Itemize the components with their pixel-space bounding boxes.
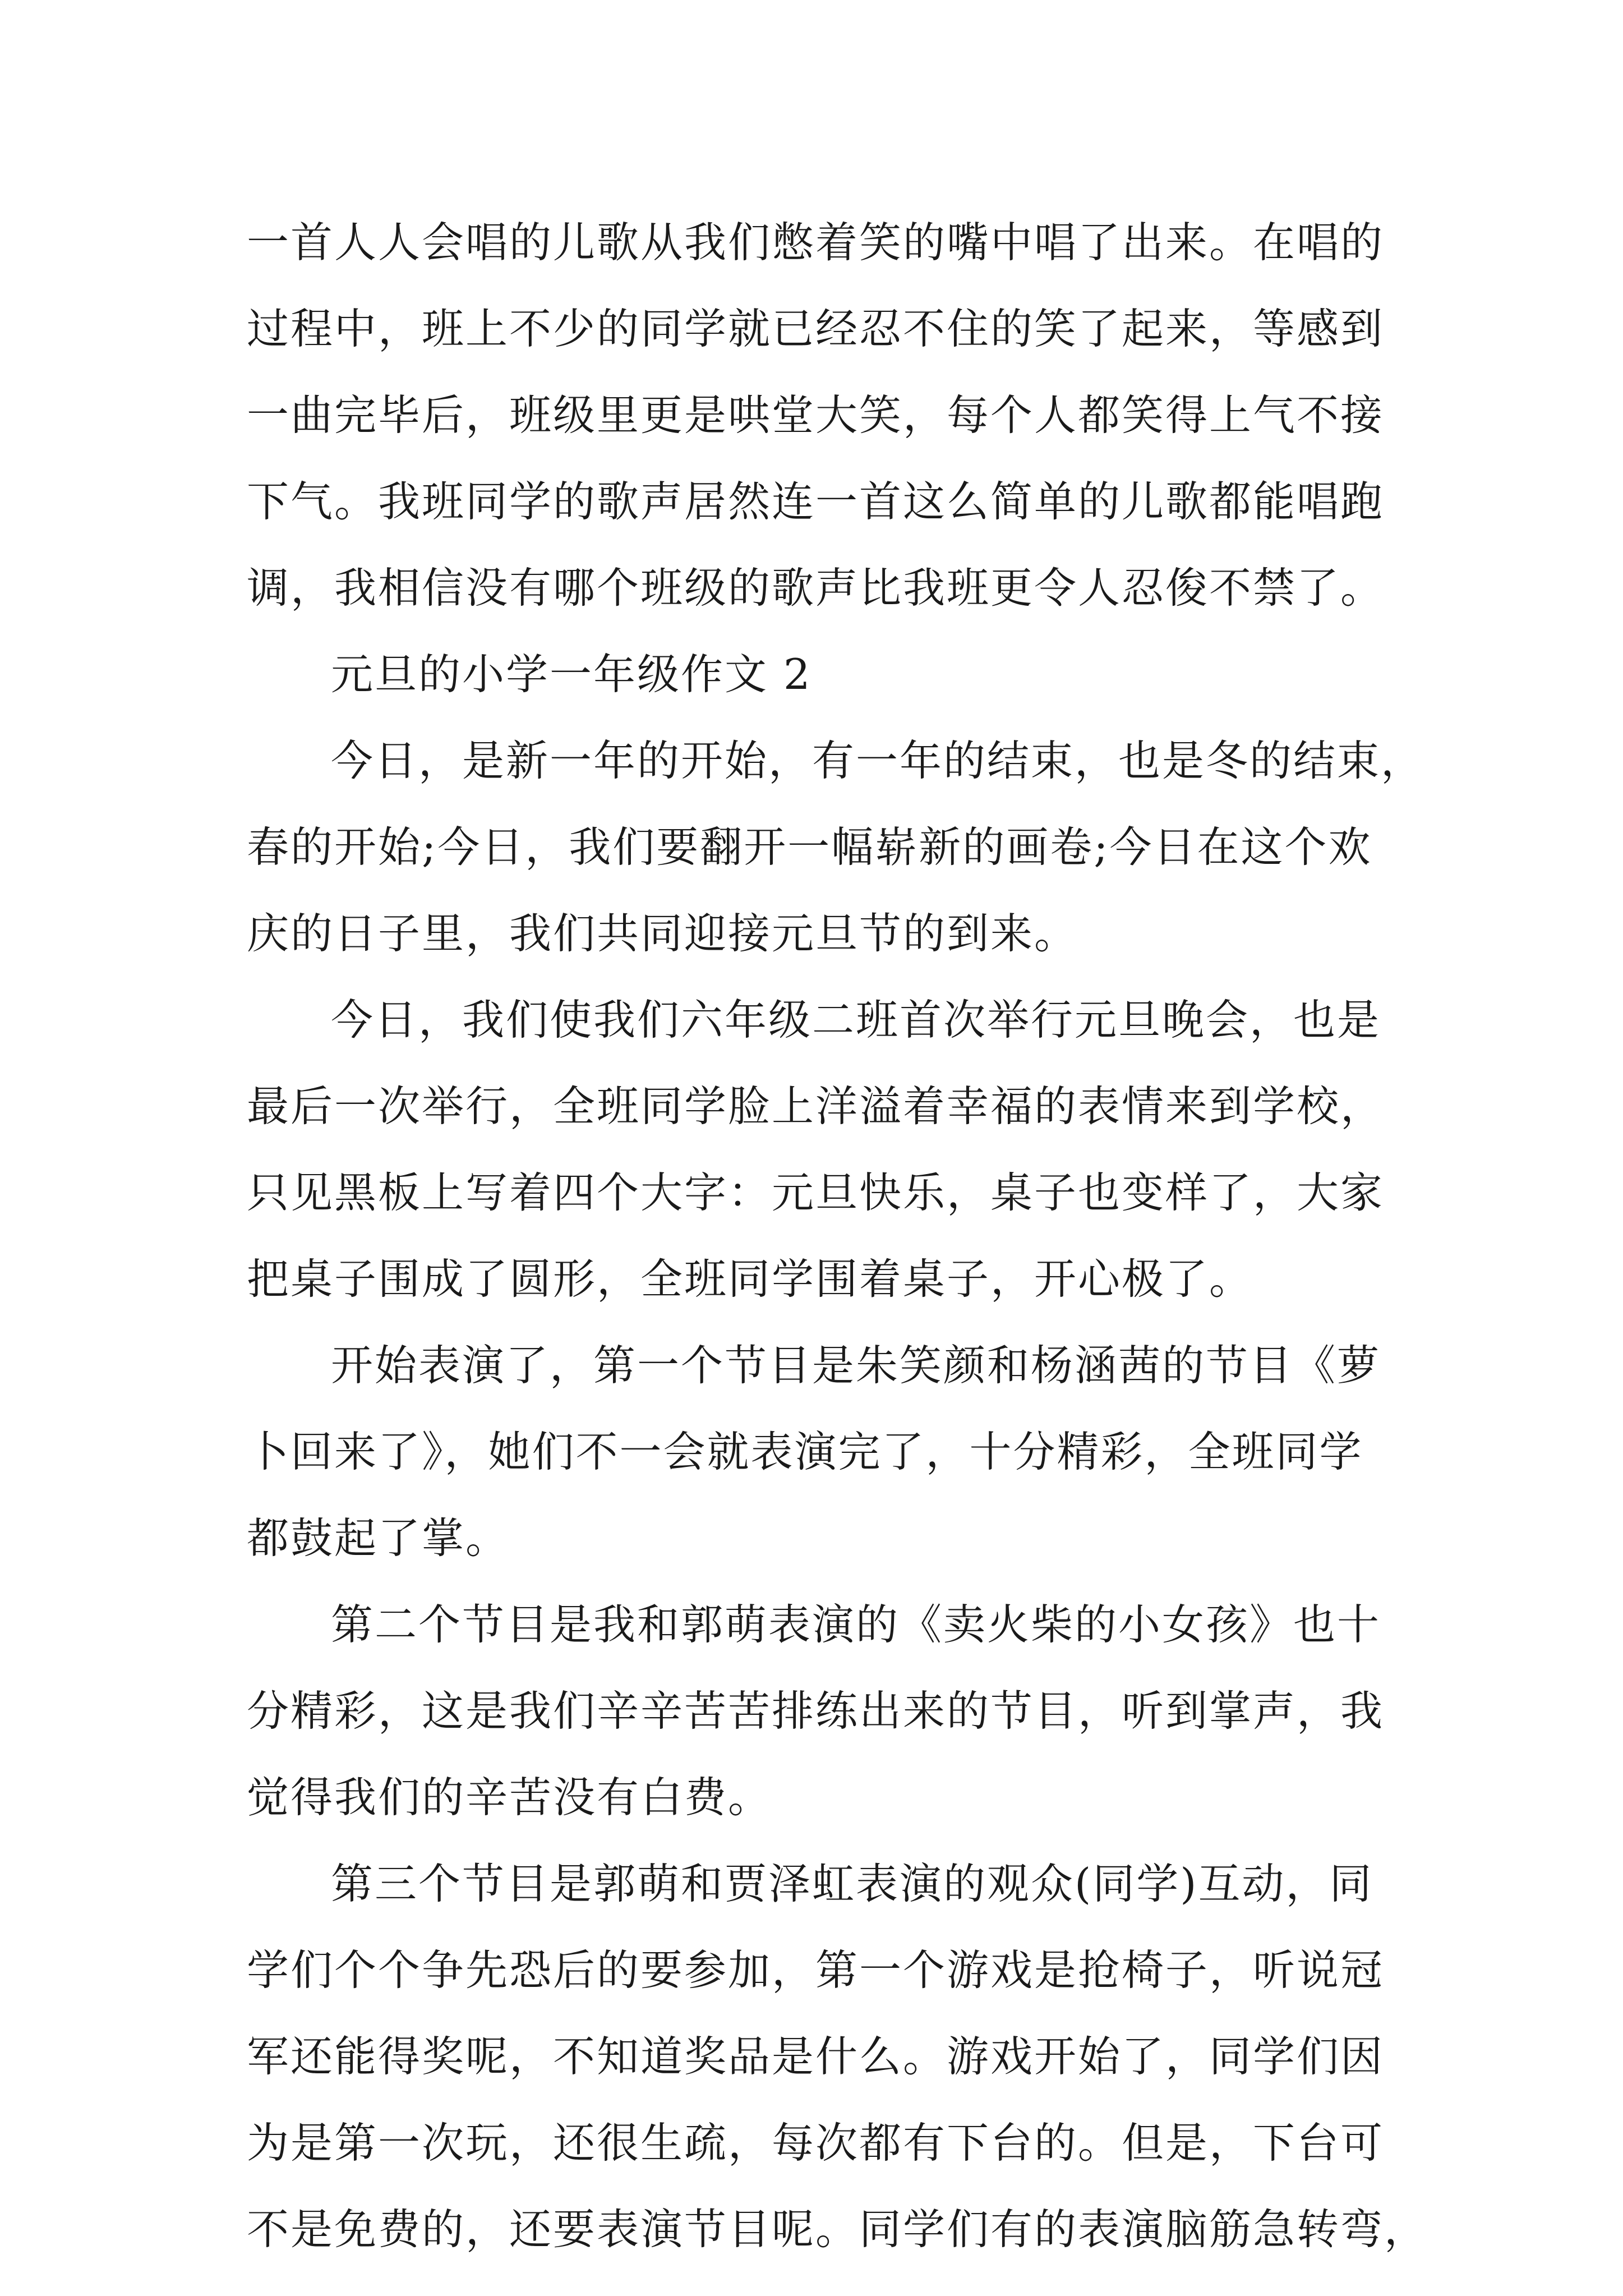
paragraph-start-line: 今日，是新一年的开始，有一年的结束，也是冬的结束， — [331, 736, 1425, 785]
text-line: 最后一次举行，全班同学脸上洋溢着幸福的表情来到学校， — [247, 1082, 1385, 1131]
text-line: 把桌子围成了圆形，全班同学围着桌子，开心极了。 — [247, 1254, 1253, 1304]
text-line: 下气。我班同学的歌声居然连一首这么简单的儿歌都能唱跑 — [247, 477, 1385, 526]
text-line: 不是免费的，还要表演节目呢。同学们有的表演脑筋急转弯， — [247, 2205, 1428, 2254]
text-line: 一曲完毕后，班级里更是哄堂大笑，每个人都笑得上气不接 — [247, 390, 1385, 440]
text-line: 春的开始;今日，我们要翻开一幅崭新的画卷;今日在这个欢 — [247, 822, 1372, 872]
text-line: 庆的日子里，我们共同迎接元旦节的到来。 — [247, 909, 1078, 958]
text-line: 为是第一次玩，还很生疏，每次都有下台的。但是，下台可 — [247, 2118, 1385, 2168]
text-line: 学们个个争先恐后的要参加，第一个游戏是抢椅子，听说冠 — [247, 1945, 1385, 1995]
paragraph-start-line: 今日，我们使我们六年级二班首次举行元旦晚会，也是 — [331, 995, 1381, 1045]
paragraph-start-line: 第三个节目是郭萌和贾泽虹表演的观众(同学)互动，同 — [331, 1859, 1373, 1908]
essay-title: 元旦的小学一年级作文 2 — [331, 650, 812, 699]
text-line: 都鼓起了掌。 — [247, 1513, 510, 1563]
text-line: 只见黑板上写着四个大字：元旦快乐，桌子也变样了，大家 — [247, 1168, 1385, 1217]
text-line: 调，我相信没有哪个班级的歌声比我班更令人忍俊不禁了。 — [247, 563, 1385, 613]
text-line: 过程中，班上不少的同学就已经忍不住的笑了起来，等感到 — [247, 304, 1385, 353]
text-line: 觉得我们的辛苦没有白费。 — [247, 1773, 772, 1822]
paragraph-start-line: 第二个节目是我和郭萌表演的《卖火柴的小女孩》也十 — [331, 1600, 1381, 1649]
essay-body — [247, 199, 1428, 2272]
text-line: 分精彩，这是我们辛辛苦苦排练出来的节目，听到掌声，我 — [247, 1686, 1385, 1736]
text-line: 军还能得奖呢，不知道奖品是什么。游戏开始了，同学们因 — [247, 2032, 1385, 2081]
text-line: 卜回来了》，她们不一会就表演完了，十分精彩，全班同学 — [247, 1427, 1363, 1476]
paragraph-start-line: 开始表演了，第一个节目是朱笑颜和杨涵茜的节目《萝 — [331, 1341, 1381, 1390]
text-line: 一首人人会唱的儿歌从我们憋着笑的嘴中唱了出来。在唱的 — [247, 218, 1385, 267]
